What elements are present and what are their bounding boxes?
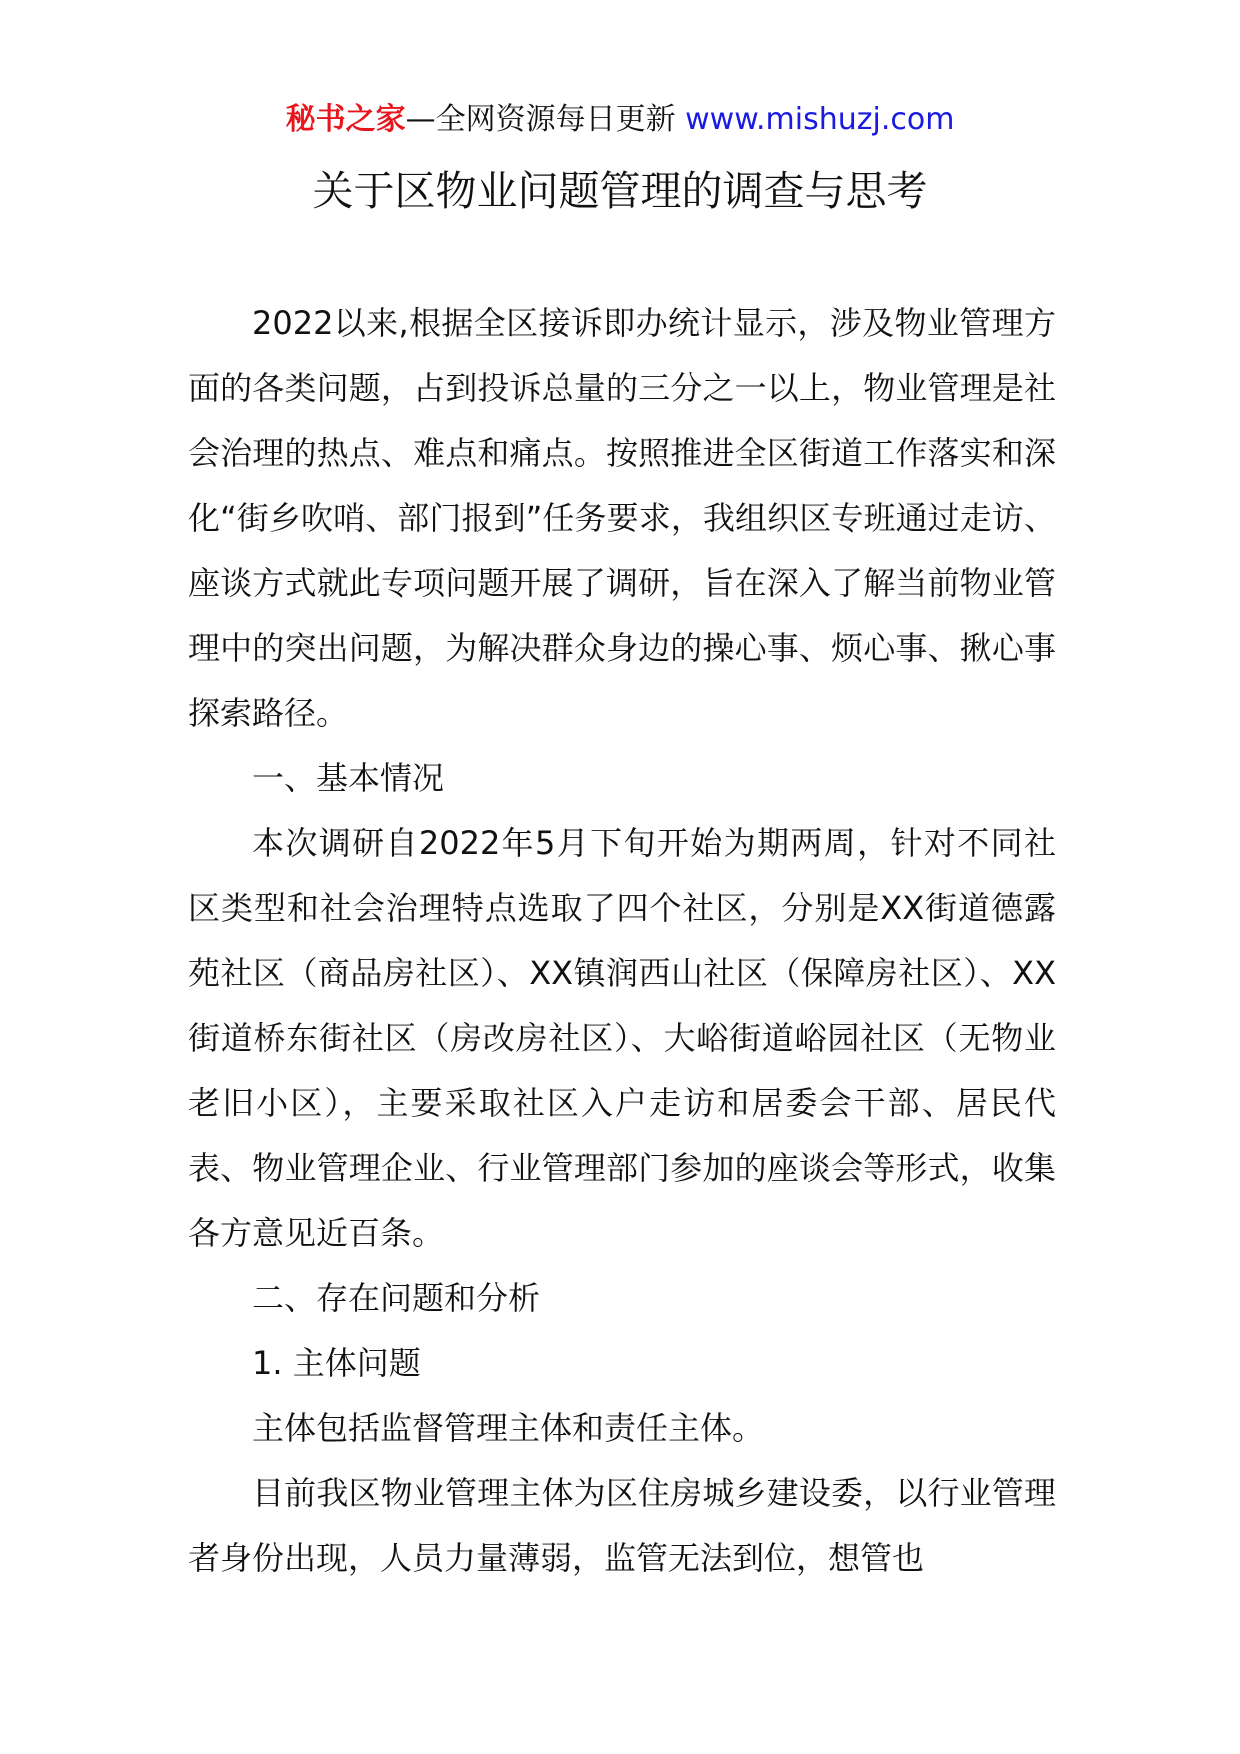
paragraph-intro: 2022以来,根据全区接诉即办统计显示，涉及物业管理方面的各类问题，占到投诉总量的三分之一以上，物业管理是社会治理的热点、难点和痛点。按照推进全区街道工作落实和深化“街乡吹哨、部门报到”任务要求，我组织区专班通过走访、座谈方式就此专项问题开展了调研，旨在深入了解当前物业管理中的突出问题，为解决群众身边的操心事、烦心事、揪心事探索路径。	[188, 304, 1056, 732]
section-heading-problems: 二、存在问题和分析	[252, 1279, 541, 1317]
site-url-link[interactable]: www.mishuzj.com	[685, 102, 955, 137]
paragraph-subject-current: 目前我区物业管理主体为区住房城乡建设委，以行业管理者身份出现，人员力量薄弱，监管无法到位，想管也	[188, 1474, 1056, 1577]
brand-name: 秘书之家	[285, 102, 406, 137]
paragraph-subject-definition: 主体包括监督管理主体和责任主体。	[252, 1409, 765, 1447]
paragraph-basic-situation: 本次调研自2022年5月下旬开始为期两周，针对不同社区类型和社会治理特点选取了四个社区，分别是XX街道德露苑社区（商品房社区）、XX镇润西山社区（保障房社区）、XX街道桥东街社区（房改房社区）、大峪街道峪园社区（无物业老旧小区），主要采取社区入户走访和居委会干部、居民代表、物业管理企业、行业管理部门参加的座谈会等形式，收集各方意见近百条。	[188, 824, 1056, 1252]
document-body	[188, 291, 1056, 1591]
site-banner	[0, 100, 1240, 140]
section-heading-basic-situation: 一、基本情况	[252, 759, 445, 797]
subheading-subject-issues: 1. 主体问题	[252, 1344, 421, 1382]
document-title: 关于区物业问题管理的调查与思考	[312, 167, 928, 215]
banner-tagline: —全网资源每日更新	[405, 102, 676, 137]
